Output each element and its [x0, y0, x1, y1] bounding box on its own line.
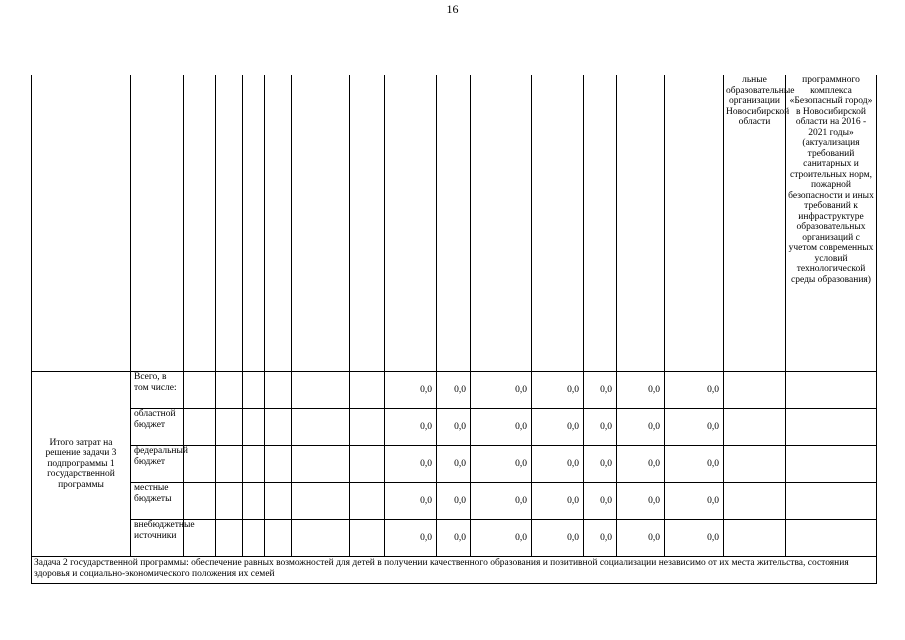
value-cell: 0,0 — [665, 483, 724, 520]
value-cell: 0,0 — [532, 483, 584, 520]
value-cell: 0,0 — [385, 409, 437, 446]
value-cell: 0,0 — [665, 520, 724, 557]
category-cell: местные бюджеты — [131, 483, 184, 520]
value-cell: 0,0 — [584, 372, 617, 409]
value-cell: 0,0 — [617, 520, 665, 557]
task-row — [32, 557, 877, 584]
value-cell: 0,0 — [617, 446, 665, 483]
value-cell: 0,0 — [471, 372, 532, 409]
value-cell: 0,0 — [437, 446, 471, 483]
value-cell: 0,0 — [532, 409, 584, 446]
value-cell: 0,0 — [471, 446, 532, 483]
result-cell: программного комплекса «Безопасный город» в Новосибирской области на 2016 - 2021 годы» (актуализация требований санитарных и строительных норм, пожарной безопасности и иных требований к инфраструктуре образовательных организаций с учетом современных условий технологической среды образования) — [786, 75, 877, 372]
summary-row — [32, 372, 877, 409]
value-cell: 0,0 — [617, 483, 665, 520]
value-cell: 0,0 — [532, 372, 584, 409]
value-cell: 0,0 — [665, 372, 724, 409]
value-cell: 0,0 — [584, 520, 617, 557]
summary-row — [32, 483, 877, 520]
value-cell: 0,0 — [665, 446, 724, 483]
category-cell: федеральный бюджет — [131, 446, 184, 483]
value-cell: 0,0 — [617, 409, 665, 446]
continuation-row — [32, 75, 877, 372]
value-cell: 0,0 — [532, 446, 584, 483]
page-number: 16 — [446, 2, 459, 16]
task-description: Задача 2 государственной программы: обеспечение равных возможностей для детей в получении качественного образования и позитивной социализации независимо от их места жительства, состояния здоровья и социально-экономического положения их семей — [32, 557, 877, 584]
summary-row — [32, 409, 877, 446]
value-cell: 0,0 — [385, 372, 437, 409]
value-cell: 0,0 — [665, 409, 724, 446]
value-cell: 0,0 — [437, 409, 471, 446]
value-cell: 0,0 — [617, 372, 665, 409]
value-cell: 0,0 — [584, 409, 617, 446]
value-cell: 0,0 — [385, 483, 437, 520]
value-cell: 0,0 — [385, 520, 437, 557]
program-table — [31, 75, 877, 584]
category-cell: внебюджетные источники — [131, 520, 184, 557]
value-cell: 0,0 — [471, 409, 532, 446]
value-cell: 0,0 — [437, 372, 471, 409]
value-cell: 0,0 — [584, 446, 617, 483]
value-cell: 0,0 — [584, 483, 617, 520]
category-cell: областной бюджет — [131, 409, 184, 446]
summary-row — [32, 446, 877, 483]
summary-label: Итого затрат на решение задачи 3 подпрограммы 1 государственной программы — [32, 372, 131, 557]
value-cell: 0,0 — [532, 520, 584, 557]
value-cell: 0,0 — [437, 520, 471, 557]
summary-row — [32, 520, 877, 557]
value-cell: 0,0 — [385, 446, 437, 483]
value-cell: 0,0 — [471, 520, 532, 557]
executor-cell: льные образовательные организации Новосибирской области — [724, 75, 786, 372]
value-cell: 0,0 — [471, 483, 532, 520]
value-cell: 0,0 — [437, 483, 471, 520]
category-cell: Всего, в том числе: — [131, 372, 184, 409]
